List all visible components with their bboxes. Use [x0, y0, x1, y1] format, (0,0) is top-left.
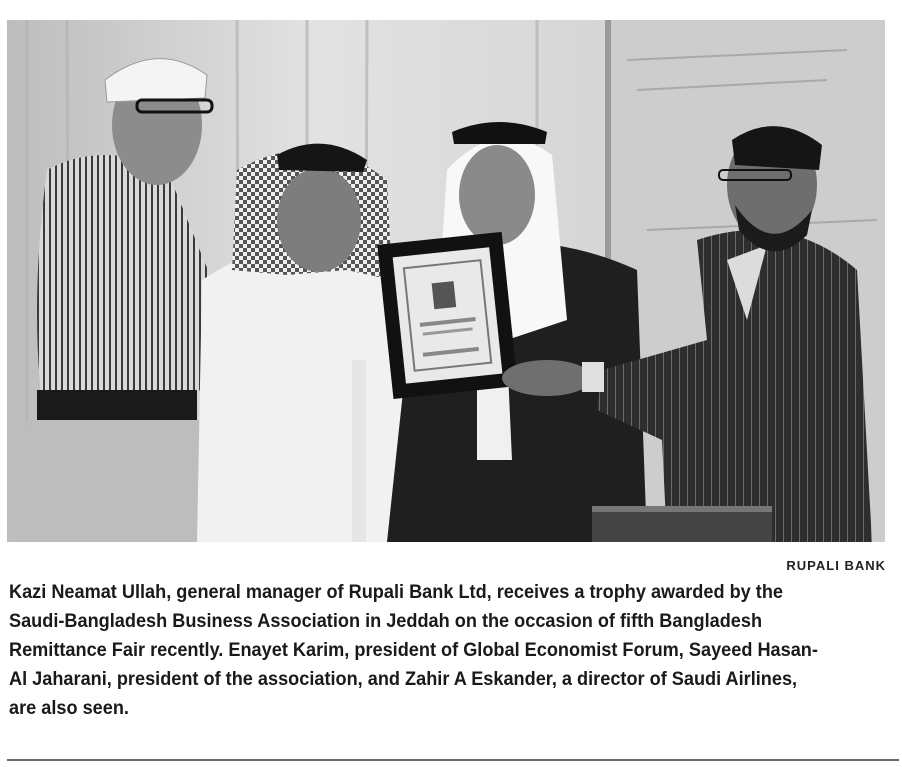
- trophy-plaque: [377, 232, 518, 399]
- photo-credit: RUPALI BANK: [786, 558, 886, 573]
- bottom-divider: [7, 759, 899, 761]
- podium: [592, 510, 772, 542]
- photo-caption: Kazi Neamat Ullah, general manager of Rupali Bank Ltd, receives a trophy awarded by the Saudi-Bangladesh Business Association in Jeddah on the occasion of fifth Bangladesh Remittance Fair recently. Enayet Karim, president of Global Economist Forum, Sayeed Hasan-Al Jaharani, president of the association, and Zahir A Eskander, a director of Saudi Airlines, are also seen.: [9, 581, 818, 719]
- news-photo: [7, 20, 885, 542]
- photo-illustration: [7, 20, 885, 542]
